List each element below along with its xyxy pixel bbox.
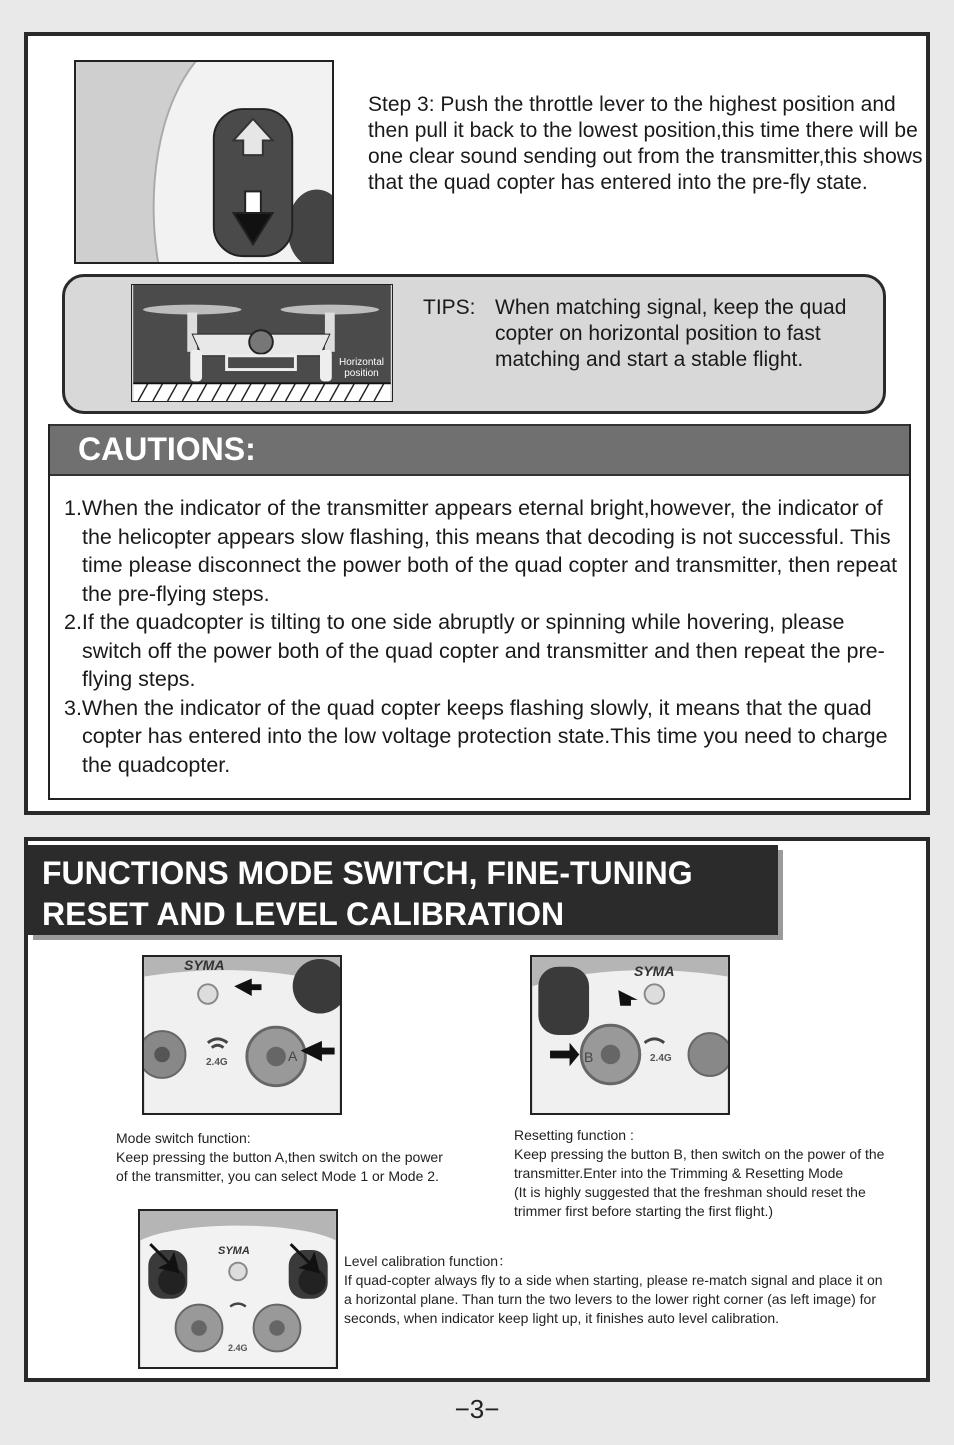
- quadcopter-illustration: [132, 285, 392, 401]
- tips-label: TIPS:: [423, 296, 476, 319]
- level-calibration-photo: [138, 1209, 338, 1369]
- tips-body: When matching signal, keep the quad copter on horizontal position to fast matching and start a stable flight.: [495, 296, 847, 371]
- functions-title-line2: RESET AND LEVEL CALIBRATION: [42, 896, 565, 932]
- frequency-label-b: 2.4G: [650, 1053, 672, 1064]
- resetting-photo: [530, 955, 730, 1115]
- brand-logo: SYMA: [184, 957, 225, 973]
- resetting-line2: transmitter.Enter into the Trimming & Resetting Mode: [514, 1165, 844, 1181]
- page-number: −3−: [454, 1394, 500, 1424]
- mode-switch-line1: Keep pressing the button A,then switch on the power: [116, 1149, 443, 1165]
- cautions-section: [48, 424, 911, 800]
- button-a-label: A: [288, 1048, 298, 1064]
- level-calibration-line2: a horizontal plane. Than turn the two levers to the lower right corner (as left image) for: [344, 1291, 877, 1307]
- resetting-line1: Keep pressing the button B, then switch on the power of the: [514, 1146, 885, 1162]
- horizontal-position-label: [339, 357, 384, 379]
- mode-switch-title: Mode switch function:: [116, 1130, 251, 1146]
- resetting-line4: trimmer first before starting the first flight.): [514, 1203, 774, 1219]
- resetting-caption: [514, 1126, 924, 1221]
- step-3-text: Step 3: Push the throttle lever to the highest position and then pull it back to the lowest position,this time there will be one clear sound sending out from the transmitter,this shows that the quad copter has entered into the pre-fly state.: [368, 93, 923, 194]
- throttle-illustration: [76, 62, 332, 262]
- image-label-line2: position: [344, 368, 379, 379]
- caution-item-3: 3.When the indicator of the quad copter keeps flashing slowly, it means that the quad copter has entered into the low voltage protection state.This time you need to charge the quadcopter.: [64, 695, 888, 777]
- mode-switch-caption: [116, 1129, 496, 1186]
- mode-switch-photo: [142, 955, 342, 1115]
- brand-logo-b: SYMA: [634, 963, 675, 979]
- cautions-header-bar: [50, 424, 909, 476]
- resetting-title: Resetting function :: [514, 1127, 634, 1143]
- level-calibration-line1: If quad-copter always fly to a side when starting, please re-match signal and place it on: [344, 1272, 883, 1288]
- transmitter-illustration-b: [532, 957, 728, 1113]
- image-label-line1: Horizontal: [338, 357, 384, 368]
- frequency-label-c: 2.4G: [228, 1343, 248, 1353]
- transmitter-illustration-a: [144, 957, 340, 1113]
- resetting-line3: (It is highly suggested that the freshman should reset the: [514, 1184, 866, 1200]
- caution-item-1: 1.When the indicator of the transmitter appears eternal bright,however, the indicator of the helicopter appears slow flashing, this means that decoding is not successful. This time please disconnect the power both of the quad copter and transmitter, then repeat the pre-flying steps.: [64, 496, 898, 606]
- throttle-lever-photo: [74, 60, 334, 264]
- mode-switch-line2: of the transmitter, you can select Mode 1 or Mode 2.: [116, 1168, 439, 1184]
- functions-title: [42, 853, 772, 935]
- level-calibration-caption: [344, 1252, 930, 1328]
- tips-box: [62, 274, 886, 414]
- cautions-title: CAUTIONS:: [78, 431, 256, 467]
- level-calibration-title: Level calibration function：: [344, 1253, 513, 1269]
- instructions-panel: [24, 32, 930, 815]
- functions-panel: [24, 837, 930, 1382]
- caution-item-2: 2.If the quadcopter is tilting to one side abruptly or spinning while hovering, please switch off the power both of the quad copter and transmitter and then repeat the pre-flying steps.: [64, 610, 885, 691]
- frequency-label: 2.4G: [206, 1057, 228, 1068]
- brand-logo-c: SYMA: [218, 1245, 250, 1257]
- level-calibration-line3: seconds, when indicator keep light up, it finishes auto level calibration.: [344, 1310, 780, 1326]
- functions-title-line1: FUNCTIONS MODE SWITCH, FINE-TUNING: [42, 855, 693, 891]
- button-b-label: B: [584, 1049, 594, 1065]
- functions-header: [28, 845, 778, 935]
- cautions-list: [64, 494, 904, 779]
- quadcopter-horizontal-photo: [131, 284, 393, 402]
